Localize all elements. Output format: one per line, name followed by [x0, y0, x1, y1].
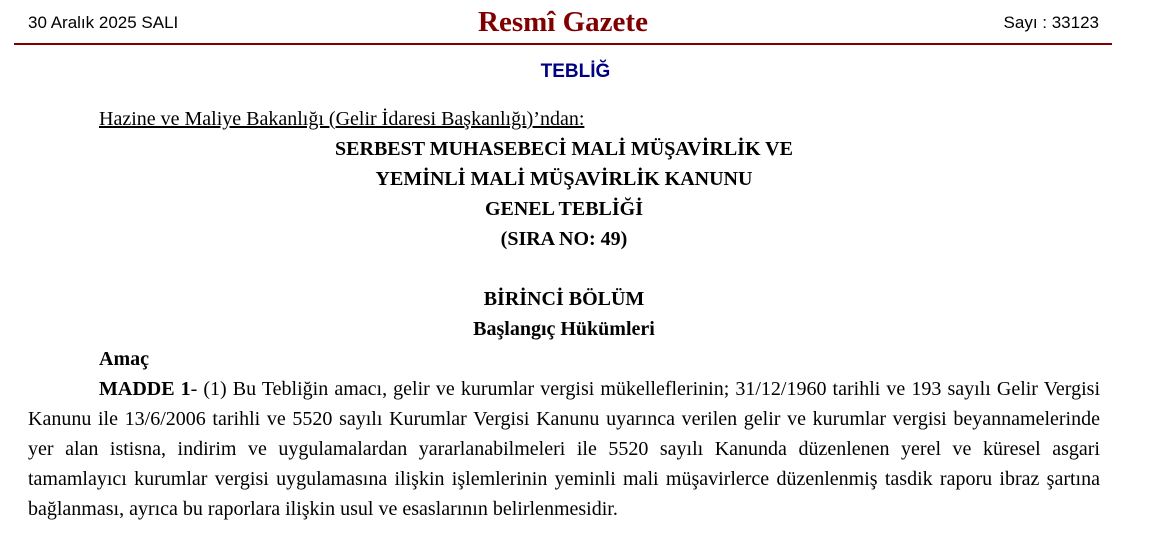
header-divider [14, 43, 1112, 45]
document-serial-number: (SIRA NO: 49) [500, 228, 628, 250]
document-title-line-3: GENEL TEBLİĞİ [484, 198, 644, 220]
issue-number: Sayı : 33123 [1003, 13, 1099, 32]
article-text: - (1) Bu Tebliğin amacı, gelir ve kurumlar vergisi mükelleflerinin; 31/12/1960 tarihli ve 193 sayılı Gelir Vergisi Kanunu ile 13/6/2006 tarihli ve 5520 sayılı Kurumlar Vergisi Kanunu uyarınca verilen gelir ve kurumlar vergisi beyannamelerinde yer alan istisna, indirim ve uygulamalardan yararlanabilmeleri ile 5520 sayılı Kanunda düzenlenen yerel ve küresel asgari tamamlayıcı kurumlar vergisi uygulamasına ilişkin işlemlerinin yeminli mali müşavirlerce düzenlenmiş tasdik raporu ibraz şartına bağlanması, ayrıca bu raporlara ilişkin usul ve esaslarının belirlenmesidir. [28, 378, 1100, 520]
part-subtitle: Başlangıç Hükümleri [473, 318, 655, 340]
issuing-authority: Hazine ve Maliye Bakanlığı (Gelir İdaresi Başkanlığı)’ndan: [99, 108, 585, 130]
gazette-title: Resmî Gazete [478, 6, 648, 38]
part-heading: BİRİNCİ BÖLÜM [483, 288, 645, 310]
article-heading: Amaç [99, 348, 149, 370]
document-title-line-1: SERBEST MUHASEBECİ MALİ MÜŞAVİRLİK VE [335, 138, 793, 160]
article-label: MADDE 1 [99, 378, 191, 400]
document-title-line-2: YEMİNLİ MALİ MÜŞAVİRLİK KANUNU [375, 168, 753, 190]
issue-date: 30 Aralık 2025 SALI [28, 13, 179, 32]
article-paragraph [28, 374, 1100, 524]
document-body [28, 104, 1100, 524]
gazette-header [14, 0, 1112, 46]
spacer [28, 254, 1100, 284]
section-type-heading: TEBLİĞ [540, 61, 611, 82]
